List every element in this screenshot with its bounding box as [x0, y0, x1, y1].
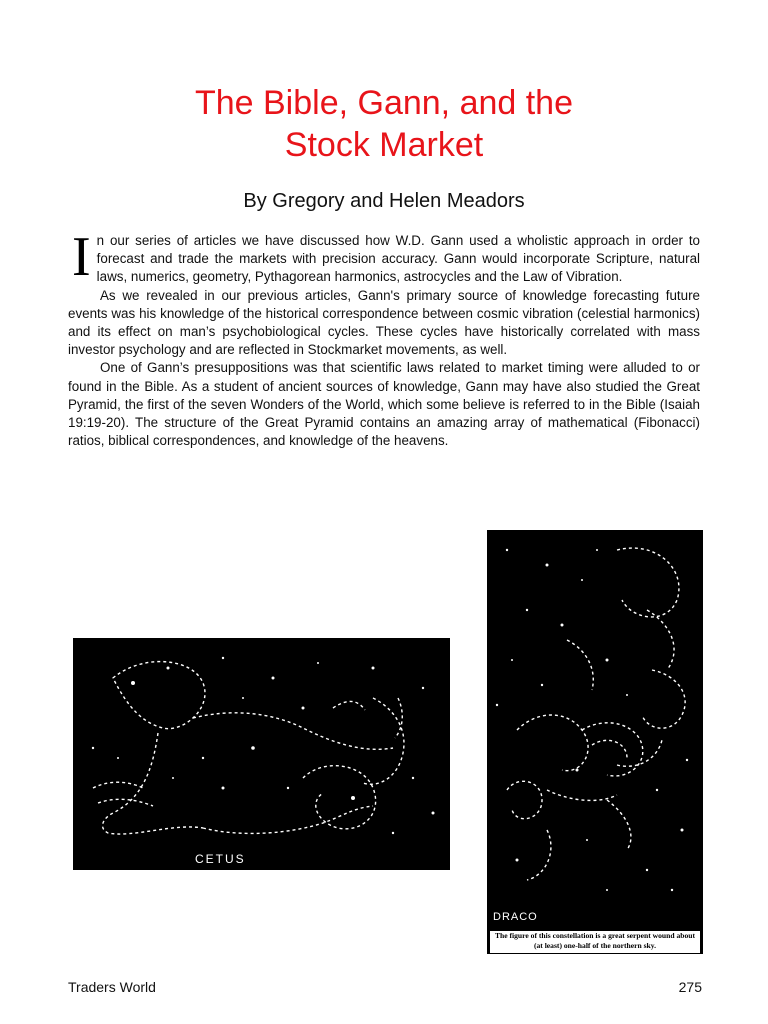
- byline: By Gregory and Helen Meadors: [243, 190, 525, 212]
- cetus-constellation-image: [73, 638, 450, 870]
- paragraph-1: [68, 226, 700, 288]
- draco-constellation-image: [487, 530, 703, 954]
- paragraph-3: One of Gann’s presuppositions was that scientific laws related to market timing were alluded to or found in the Bible. As a student of ancient sources of knowledge, Gann may have also studied the Great Pyramid, the first of the seven Wonders of the World, which some believe is referred to in the Bible (Isaiah 19:19-20). The structure of the Great Pyramid contains an amazing array of mathematical (Fibonacci) ratios, biblical correspondences, and knowledge of the heavens.: [68, 360, 700, 449]
- footer-publication: Traders World: [68, 979, 156, 995]
- draco-label: DRACO: [493, 911, 538, 923]
- draco-caption: The figure of this constellation is a great serpent wound about (at least) one-half of the northern sky.: [489, 930, 701, 954]
- drop-cap: I: [72, 226, 91, 288]
- draco-drawing: [487, 530, 703, 930]
- footer-page-number: 275: [678, 979, 702, 995]
- cetus-drawing: [73, 638, 450, 870]
- cetus-label: CETUS: [195, 852, 246, 866]
- paragraph-1-text: n our series of articles we have discussed how W.D. Gann used a wholistic approach in order to forecast and trade the markets with precision accuracy. Gann would incorporate Scripture, natural laws, numerics, geometry, Pythagorean harmonics, astrocycles and the Law of Vibration.: [96, 233, 700, 285]
- title-line-2: Stock Market: [284, 126, 484, 164]
- article-title: [0, 82, 768, 166]
- article-body: [68, 226, 700, 450]
- title-line-1: The Bible, Gann, and the: [194, 84, 574, 122]
- paragraph-2: As we revealed in our previous articles, Gann's primary source of knowledge forecasting future events was his knowledge of the historical correspondence between cosmic vibration (celestial harmonics) and its effect on man’s psychobiological cycles. These cycles have historically correlated with mass investor psychology and are reflected in Stockmarket movements, as well.: [68, 287, 700, 358]
